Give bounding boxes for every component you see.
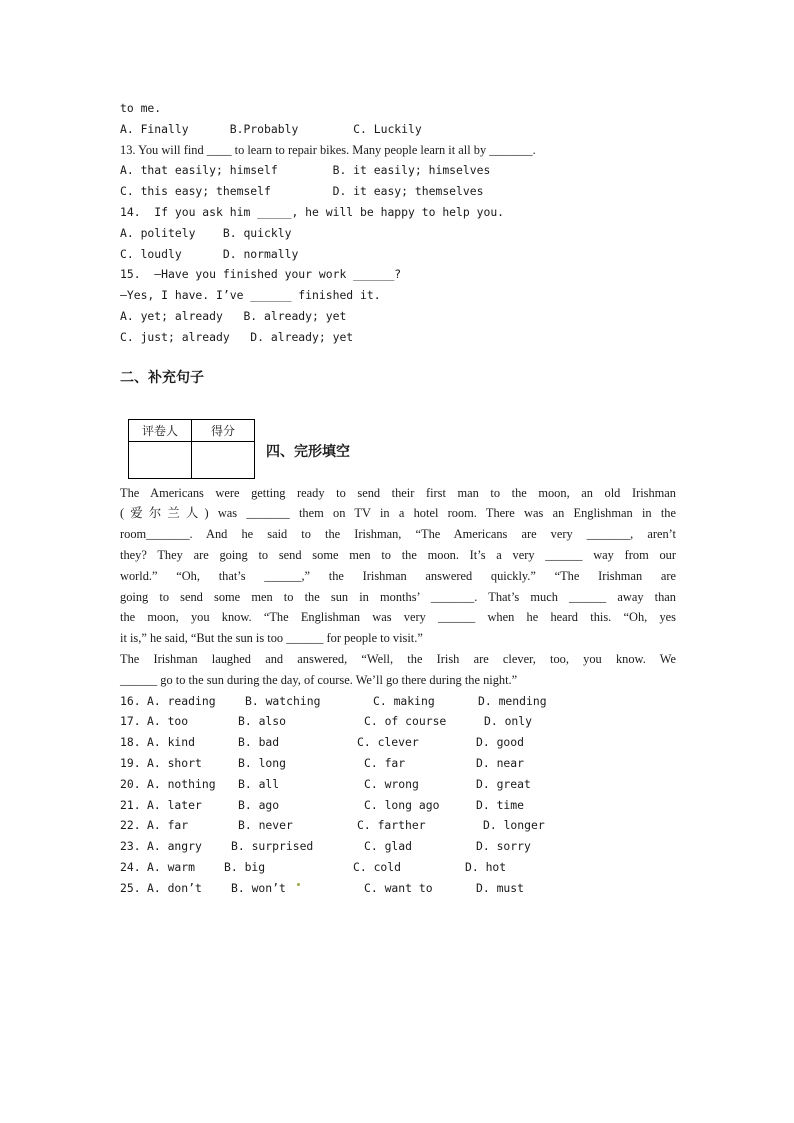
option-b: B. also bbox=[238, 714, 287, 729]
option-c: C. of course bbox=[364, 714, 447, 729]
exam-page bbox=[120, 98, 676, 899]
question-number: 17. bbox=[120, 714, 141, 729]
option-c: C. cold bbox=[353, 859, 402, 874]
option-a: A. far bbox=[147, 818, 189, 833]
option-c: C. clever bbox=[357, 735, 419, 750]
question-number: 22. bbox=[120, 818, 141, 833]
passage-line: ______ go to the sun during the day, of course. We’ll go there during the night.” bbox=[120, 672, 518, 687]
option-c: C. far bbox=[364, 755, 406, 770]
option-a: A. later bbox=[147, 797, 202, 812]
option-d: D. must bbox=[476, 880, 525, 895]
section-four-heading: 四、完形填空 bbox=[266, 443, 350, 460]
question-number: 18. bbox=[120, 735, 141, 750]
option-b: B. never bbox=[238, 818, 293, 833]
section-two-heading: 二、补充句子 bbox=[120, 369, 204, 386]
option-row bbox=[120, 857, 676, 878]
option-d: D. time bbox=[476, 797, 525, 812]
option-row bbox=[120, 732, 676, 753]
passage-line: The Americans were getting ready to send their first man to the moon, an old Irishman bbox=[120, 485, 676, 500]
question-number: 24. bbox=[120, 859, 141, 874]
option-a: A. don’t bbox=[147, 880, 202, 895]
option-c: C. farther bbox=[357, 818, 426, 833]
question-number: 20. bbox=[120, 776, 141, 791]
option-row bbox=[120, 753, 676, 774]
option-row bbox=[120, 795, 676, 816]
option-d: D. hot bbox=[465, 859, 507, 874]
score-cell bbox=[192, 441, 255, 478]
question-13: 13. You will find ____ to learn to repair bikes. Many people learn it all by _______. bbox=[120, 142, 536, 157]
question-15: 15. —Have you finished your work ______? bbox=[120, 267, 402, 282]
question-number: 19. bbox=[120, 755, 141, 770]
option-a: A. too bbox=[147, 714, 189, 729]
option-d: D. only bbox=[484, 714, 533, 729]
text-line: to me. bbox=[120, 101, 162, 115]
cloze-passage bbox=[120, 483, 676, 691]
options-list bbox=[120, 691, 676, 899]
option-b: B. big bbox=[224, 859, 266, 874]
option-a: A. warm bbox=[147, 859, 196, 874]
question-number: 25. bbox=[120, 880, 141, 895]
text-line: A. yet; already B. already; yet bbox=[120, 308, 347, 323]
option-a: A. angry bbox=[147, 839, 202, 854]
score-table bbox=[128, 419, 255, 479]
option-b: B. won’t bbox=[231, 880, 286, 895]
option-row bbox=[120, 774, 676, 795]
reviewer-cell bbox=[129, 441, 192, 478]
text-line: A. politely B. quickly bbox=[120, 225, 292, 240]
passage-line: The Irishman laughed and answered, “Well, the Irish are clever, too, you know. We bbox=[120, 651, 676, 666]
option-row bbox=[120, 691, 676, 712]
question-number: 21. bbox=[120, 797, 141, 812]
passage-line: world.” “Oh, that’s ______,” the Irishman answered quickly.” “The Irishman are bbox=[120, 568, 676, 583]
option-b: B. bad bbox=[238, 735, 280, 750]
score-label: 得分 bbox=[192, 419, 255, 441]
text-line: C. this easy; themself D. it easy; themselves bbox=[120, 184, 484, 199]
option-a: A. short bbox=[147, 755, 202, 770]
score-box-area bbox=[128, 419, 676, 483]
option-c: C. long ago bbox=[364, 797, 440, 812]
option-c: C. wrong bbox=[364, 776, 419, 791]
option-d: D. longer bbox=[483, 818, 545, 833]
option-row bbox=[120, 711, 676, 732]
passage-line: (爱尔兰人) was _______ them on TV in a hotel room. There was an Englishman in the bbox=[120, 506, 676, 521]
option-b: B. long bbox=[238, 755, 287, 770]
text-line: A. that easily; himself B. it easily; himselves bbox=[120, 163, 491, 178]
text-line: C. just; already D. already; yet bbox=[120, 329, 354, 344]
option-b: B. all bbox=[238, 776, 280, 791]
option-c: C. making bbox=[373, 693, 435, 708]
option-row bbox=[120, 878, 676, 899]
passage-line: the moon, you know. “The Englishman was very ______ when he heard this. “Oh, yes bbox=[120, 610, 676, 625]
question-number: 23. bbox=[120, 839, 141, 854]
previous-questions bbox=[120, 98, 676, 348]
option-d: D. mending bbox=[478, 693, 547, 708]
passage-line: going to send some men to the sun in months’ _______. That’s much ______ away than bbox=[120, 589, 676, 604]
option-d: D. sorry bbox=[476, 839, 531, 854]
option-d: D. near bbox=[476, 755, 525, 770]
option-b: B. ago bbox=[238, 797, 280, 812]
option-a: A. kind bbox=[147, 735, 196, 750]
reviewer-label: 评卷人 bbox=[129, 419, 192, 441]
question-14: 14. If you ask him _____, he will be happy to help you. bbox=[120, 204, 505, 219]
option-row bbox=[120, 836, 676, 857]
text-line: —Yes, I have. I’ve ______ finished it. bbox=[120, 288, 381, 303]
stray-dot bbox=[297, 883, 300, 886]
option-row bbox=[120, 815, 676, 836]
passage-line: room_______. And he said to the Irishman, “The Americans are very _______, aren’t bbox=[120, 527, 676, 542]
option-c: C. glad bbox=[364, 839, 413, 854]
option-b: B. surprised bbox=[231, 839, 314, 854]
passage-line: they? They are going to send some men to the moon. It’s a very ______ way from our bbox=[120, 547, 676, 562]
passage-line: it is,” he said, “But the sun is too ______ for people to visit.” bbox=[120, 631, 423, 646]
option-d: D. good bbox=[476, 735, 525, 750]
option-b: B. watching bbox=[245, 693, 321, 708]
text-line: C. loudly D. normally bbox=[120, 246, 299, 261]
option-c: C. want to bbox=[364, 880, 433, 895]
option-a: A. nothing bbox=[147, 776, 216, 791]
question-number: 16. bbox=[120, 693, 141, 708]
option-d: D. great bbox=[476, 776, 531, 791]
text-line: A. Finally B.Probably C. Luckily bbox=[120, 121, 422, 136]
option-a: A. reading bbox=[147, 693, 216, 708]
